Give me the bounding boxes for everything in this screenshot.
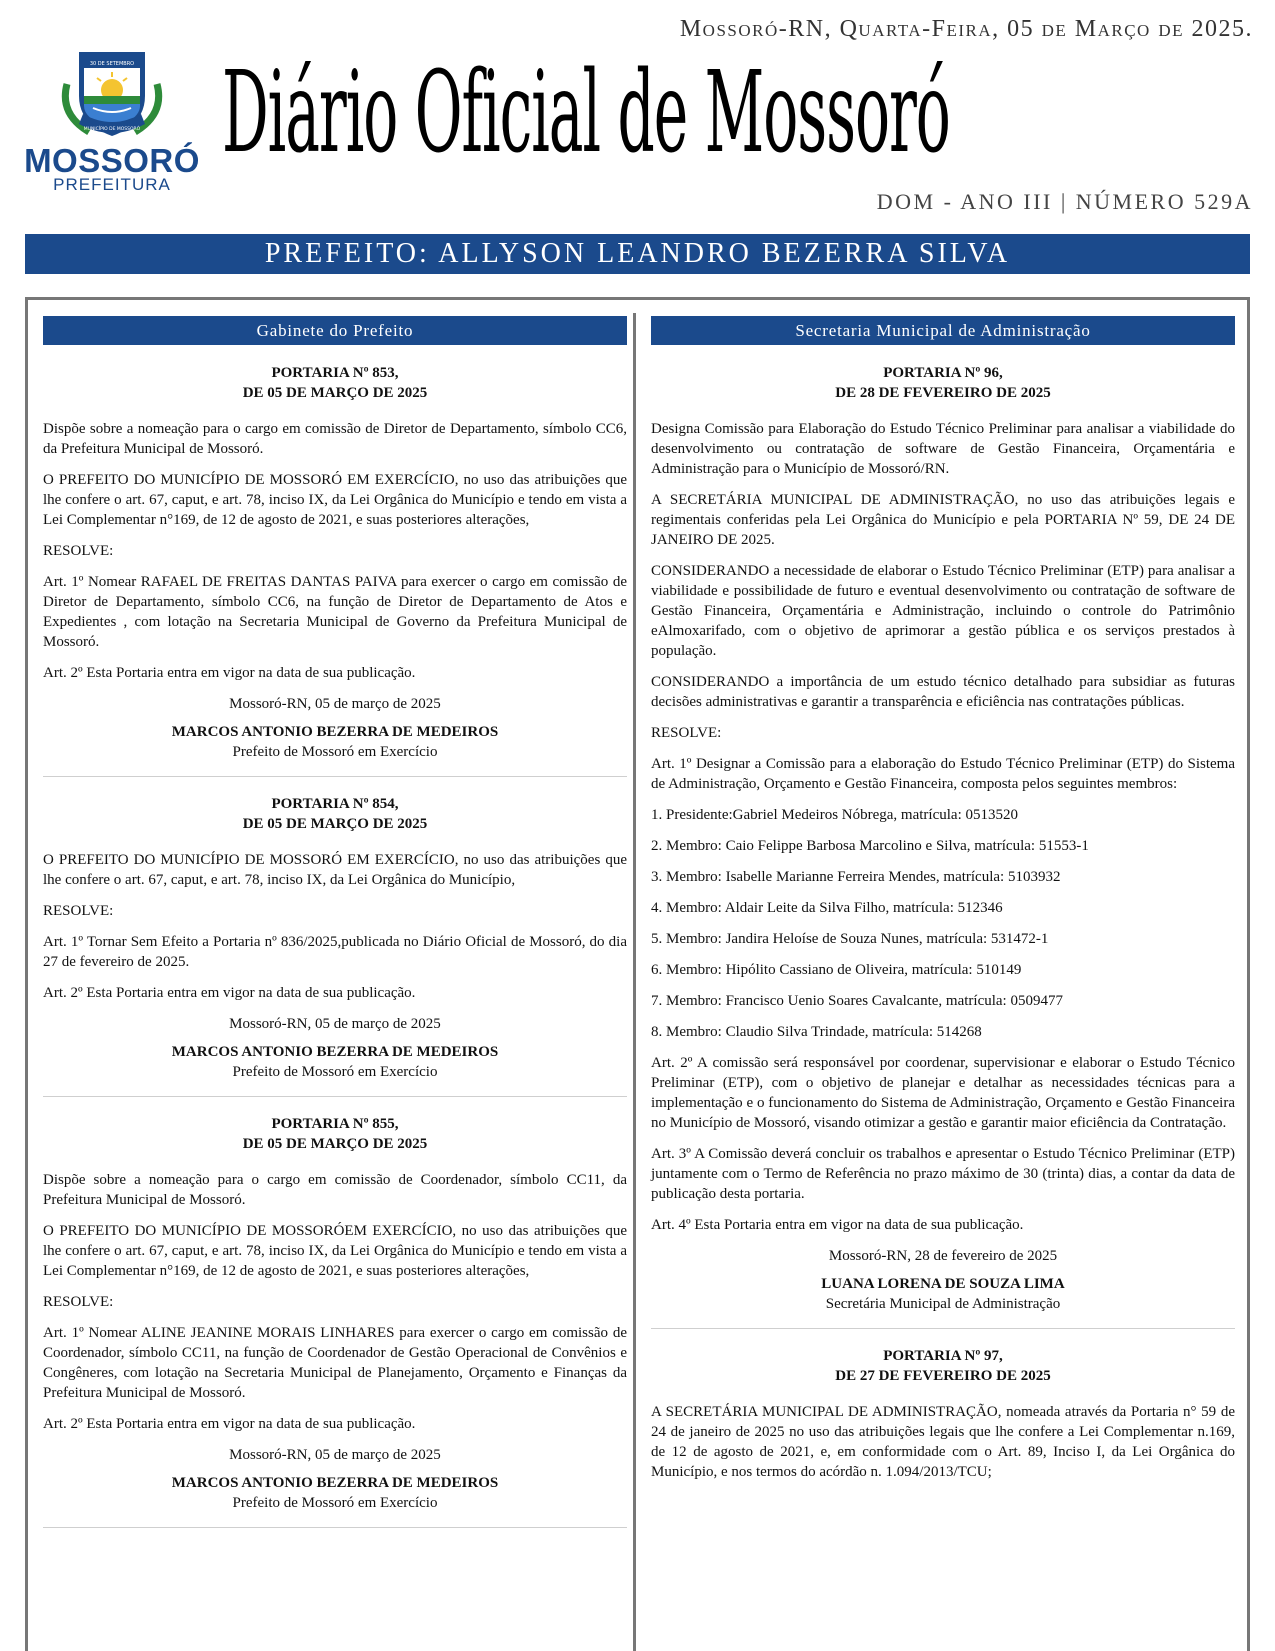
resolve: RESOLVE:: [651, 725, 722, 741]
doc-title: PORTARIA Nº 855, DE 05 DE MARÇO DE 2025: [242, 1116, 428, 1152]
signer-name: MARCOS ANTONIO BEZERRA DE MEDEIROS: [171, 1475, 499, 1491]
list-item: 4. Membro: Aldair Leite da Silva Filho, matrícula: 512346: [651, 900, 1003, 916]
signer-role: Prefeito de Mossoró em Exercício: [232, 1495, 438, 1511]
masthead-title: Diário Oficial de Mossoró: [222, 48, 950, 178]
preamble: O PREFEITO DO MUNICÍPIO DE MOSSORÓEM EXERCÍCIO, no uso das atribuições que lhe confere o art. 67, caput, e art. 78, inciso IX, da Lei Orgânica do Município e tendo em vista a Lei Complementar n°169, de 12 de agosto de 2021, e suas posteriores alterações,: [43, 1223, 627, 1279]
list-item: 3. Membro: Isabelle Marianne Ferreira Mendes, matrícula: 5103932: [651, 869, 1061, 885]
column-administracao: [651, 316, 1235, 1493]
resolve: RESOLVE:: [43, 543, 114, 559]
svg-text:30 DE SETEMBRO: 30 DE SETEMBRO: [89, 61, 135, 67]
signer-name: MARCOS ANTONIO BEZERRA DE MEDEIROS: [171, 724, 499, 740]
considerando-1: CONSIDERANDO a necessidade de elaborar o Estudo Técnico Preliminar (ETP) para analisar a viabilidade e possibilidade de futuro e eventual desenvolvimento ou contratação de software de Gestão Financeira, Orçamentária e Administração, incluindo o controle do Patrimônio eAlmoxarifado, com o objetivo de aprimorar a gestão pública e os serviços prestados à população.: [651, 563, 1235, 659]
place-date: Mossoró-RN, 28 de fevereiro de 2025: [828, 1248, 1058, 1264]
article-1: Art. 1º Nomear ALINE JEANINE MORAIS LINHARES para exercer o cargo em comissão de Coordenador, símbolo CC11, na função de Coordenador de Gestão Operacional de Convênios e Congêneres, com lotação na Secretaria Municipal de Planejamento, Orçamento e Finanças da Prefeitura Municipal de Mossoró.: [43, 1325, 627, 1401]
portaria-855: [43, 1114, 627, 1513]
publication-date: Mossoró-RN, Quarta-Feira, 05 de Março de 2025.: [679, 16, 1253, 42]
signer-name: MARCOS ANTONIO BEZERRA DE MEDEIROS: [171, 1044, 499, 1060]
separator: [651, 1328, 1235, 1329]
ementa: Dispõe sobre a nomeação para o cargo em comissão de Diretor de Departamento, símbolo CC6, da Prefeitura Municipal de Mossoró.: [43, 421, 627, 457]
preamble: A SECRETÁRIA MUNICIPAL DE ADMINISTRAÇÃO, nomeada através da Portaria n° 59 de 24 de janeiro de 2025 no uso das atribuições legais que lhe confere a Lei Complementar n.169, de 12 de agosto de 2021, e, em conformidade com o Art. 89, Inciso I, da Lei Orgânica do Município, e nos termos do acórdão n. 1.094/2013/TCU;: [651, 1404, 1235, 1480]
portaria-96: [651, 363, 1235, 1314]
portaria-97: [651, 1346, 1235, 1482]
column-divider: [633, 313, 636, 1651]
article-1: Art. 1º Designar a Comissão para a elaboração do Estudo Técnico Preliminar (ETP) do Sistema de Administração, Orçamento e Gestão Financeira, composta pelos seguintes membros:: [651, 756, 1235, 792]
list-item: 6. Membro: Hipólito Cassiano de Oliveira, matrícula: 510149: [651, 962, 1022, 978]
place-date: Mossoró-RN, 05 de março de 2025: [229, 1016, 441, 1032]
list-item: 5. Membro: Jandira Heloíse de Souza Nunes, matrícula: 531472-1: [651, 931, 1049, 947]
article-2: Art. 2º Esta Portaria entra em vigor na data de sua publicação.: [43, 665, 416, 681]
signer-role: Secretária Municipal de Administração: [825, 1296, 1061, 1312]
logo-wordmark: MOSSORÓ: [24, 142, 200, 179]
separator: [43, 776, 627, 777]
ementa: Designa Comissão para Elaboração do Estudo Técnico Preliminar para analisar a viabilidade do desenvolvimento ou contratação de software de Gestão Financeira, Orçamentária e Administração para o Município de Mossoró/RN.: [651, 421, 1235, 477]
doc-title: PORTARIA Nº 854, DE 05 DE MARÇO DE 2025: [242, 796, 428, 832]
list-item: 2. Membro: Caio Felippe Barbosa Marcolino e Silva, matrícula: 51553-1: [651, 838, 1089, 854]
article-1: Art. 1º Nomear RAFAEL DE FREITAS DANTAS PAIVA para exercer o cargo em comissão de Diretor de Departamento, símbolo CC6, na função de Diretor de Departamento de Atos e Expedientes , com lotação na Secretaria Municipal de Governo da Prefeitura Municipal de Mossoró.: [43, 574, 627, 650]
article-1: Art. 1º Tornar Sem Efeito a Portaria nº 836/2025,publicada no Diário Oficial de Mossoró, do dia 27 de fevereiro de 2025.: [43, 934, 627, 970]
portaria-853: [43, 363, 627, 762]
article-2: Art. 2º Esta Portaria entra em vigor na data de sua publicação.: [43, 1416, 416, 1432]
article-3: Art. 3º A Comissão deverá concluir os trabalhos e apresentar o Estudo Técnico Preliminar (ETP) juntamente com o Termo de Referência no prazo máximo de 30 (trinta) dias, a contar da data de publicação desta portaria.: [651, 1146, 1235, 1202]
portaria-854: [43, 794, 627, 1082]
logo-subtitle: PREFEITURA: [53, 175, 171, 194]
preamble: O PREFEITO DO MUNICÍPIO DE MOSSORÓ EM EXERCÍCIO, no uso das atribuições que lhe confere o art. 67, caput, e art. 78, inciso IX, da Lei Orgânica do Município,: [43, 852, 627, 888]
doc-title: PORTARIA Nº 853, DE 05 DE MARÇO DE 2025: [242, 365, 428, 401]
considerando-2: CONSIDERANDO a importância de um estudo técnico detalhado para subsidiar as futuras decisões administrativas e garantir a transparência e eficiência nas contratações públicas.: [651, 674, 1235, 710]
preamble: A SECRETÁRIA MUNICIPAL DE ADMINISTRAÇÃO, no uso das atribuições legais e regimentais conferidas pela Lei Orgânica do Município e pela PORTARIA Nº 59, DE 24 DE JANEIRO DE 2025.: [651, 492, 1235, 548]
resolve: RESOLVE:: [43, 903, 114, 919]
signer-name: LUANA LORENA DE SOUZA LIMA: [821, 1276, 1065, 1292]
section-header-gabinete: Gabinete do Prefeito: [43, 316, 627, 345]
place-date: Mossoró-RN, 05 de março de 2025: [229, 696, 441, 712]
column-gabinete: [43, 316, 627, 1545]
place-date: Mossoró-RN, 05 de março de 2025: [229, 1447, 441, 1463]
article-4: Art. 4º Esta Portaria entra em vigor na data de sua publicação.: [651, 1217, 1024, 1233]
article-2: Art. 2º A comissão será responsável por coordenar, supervisionar e elaborar o Estudo Técnico Preliminar (ETP), com o objetivo de planejar e detalhar as necessidades técnicas para a implementação e o funcionamento do Sistema de Administração, Orçamento e Gestão Financeira no Município de Mossoró, visando otimizar a gestão e garantir maior eficiência da Contratação.: [651, 1055, 1235, 1131]
separator: [43, 1096, 627, 1097]
mayor-banner: PREFEITO: ALLYSON LEANDRO BEZERRA SILVA: [25, 234, 1250, 274]
prefeitura-logo: [22, 44, 202, 204]
signer-role: Prefeito de Mossoró em Exercício: [232, 1064, 438, 1080]
preamble: O PREFEITO DO MUNICÍPIO DE MOSSORÓ EM EXERCÍCIO, no uso das atribuições que lhe confere o art. 67, caput, e art. 78, inciso IX, da Lei Orgânica do Município e tendo em vista a Lei Complementar n°169, de 12 de agosto de 2021, e suas posteriores alterações,: [43, 472, 627, 528]
resolve: RESOLVE:: [43, 1294, 114, 1310]
list-item: 8. Membro: Claudio Silva Trindade, matrícula: 514268: [651, 1024, 982, 1040]
doc-title: PORTARIA Nº 97, DE 27 DE FEVEREIRO DE 2025: [835, 1348, 1051, 1384]
svg-text:MUNICÍPIO DE MOSSORÓ: MUNICÍPIO DE MOSSORÓ: [83, 127, 141, 132]
section-header-administracao: Secretaria Municipal de Administração: [651, 316, 1235, 345]
ementa: Dispõe sobre a nomeação para o cargo em comissão de Coordenador, símbolo CC11, da Prefeitura Municipal de Mossoró.: [43, 1172, 627, 1208]
separator: [43, 1527, 627, 1528]
edition-number: DOM - ANO III | NÚMERO 529A: [876, 189, 1253, 214]
article-2: Art. 2º Esta Portaria entra em vigor na data de sua publicação.: [43, 985, 416, 1001]
signer-role: Prefeito de Mossoró em Exercício: [232, 744, 438, 760]
commission-members: [651, 805, 1235, 1042]
doc-title: PORTARIA Nº 96, DE 28 DE FEVEREIRO DE 2025: [835, 365, 1051, 401]
list-item: 1. Presidente:Gabriel Medeiros Nóbrega, matrícula: 0513520: [651, 807, 1018, 823]
coat-of-arms-icon: [53, 44, 171, 142]
list-item: 7. Membro: Francisco Uenio Soares Cavalcante, matrícula: 0509477: [651, 993, 1063, 1009]
